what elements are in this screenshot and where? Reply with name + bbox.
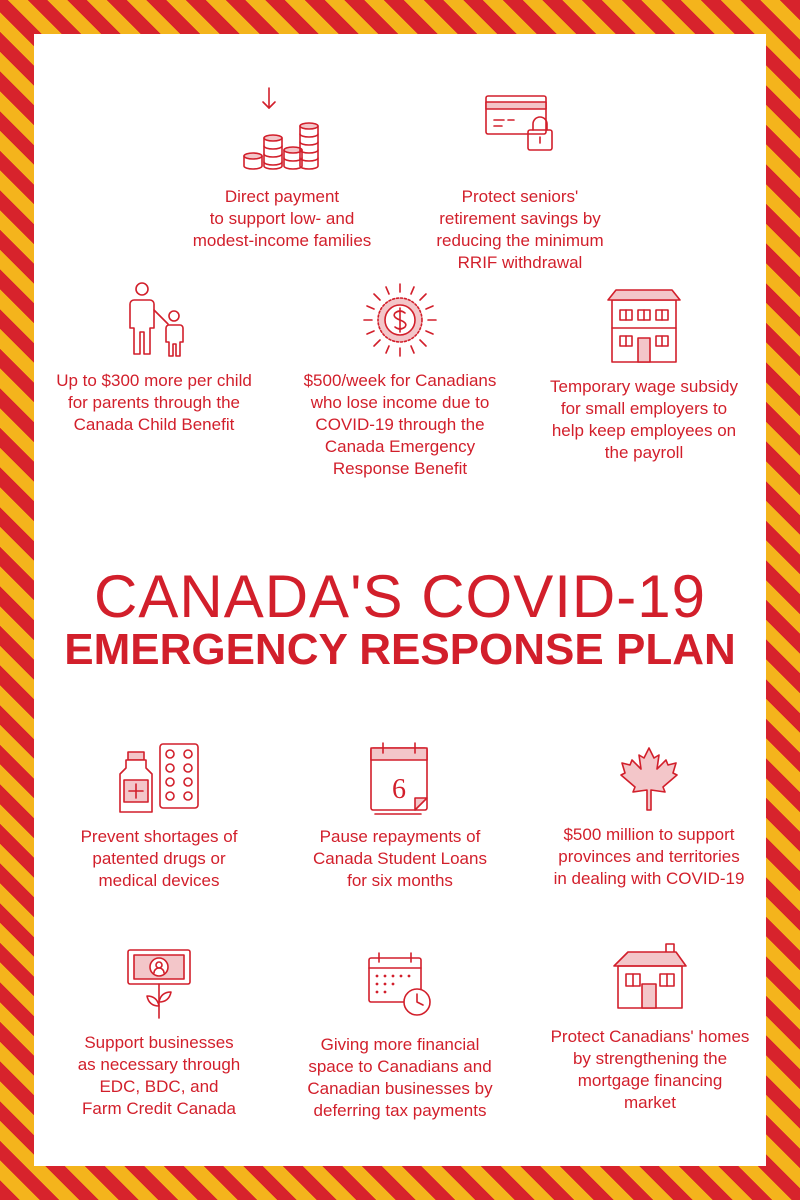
item-caption: Up to $300 more per child for parents through the Canada Child Benefit <box>56 371 252 434</box>
page-title-line2: EMERGENCY RESPONSE PLAN <box>64 625 736 674</box>
calendar-number: 6 <box>392 774 406 805</box>
item-caption: Prevent shortages of patented drugs or medical devices <box>80 827 238 890</box>
item-child-benefit <box>44 280 264 436</box>
item-caption: Protect seniors' retirement savings by reducing the minimum RRIF withdrawal <box>436 187 604 272</box>
item-rrif-withdrawal <box>410 92 630 274</box>
medicine-icon <box>114 740 204 816</box>
item-caption: Support businesses as necessary through EDC, BDC, and Farm Credit Canada <box>77 1033 241 1118</box>
item-caption: Protect Canadians' homes by strengthening the mortgage financing market <box>550 1027 750 1112</box>
item-drug-shortages <box>44 740 274 892</box>
item-tax-deferral <box>290 948 510 1122</box>
maple-leaf-icon <box>614 744 684 814</box>
item-provinces-support <box>534 744 764 890</box>
item-caption: Giving more financial space to Canadians and Canadian businesses by deferring tax payments <box>307 1035 493 1120</box>
item-direct-payment <box>172 86 392 252</box>
card-lock-icon <box>482 92 558 176</box>
calendar-icon <box>365 740 435 816</box>
page-title-line1: CANADA'S COVID-19 <box>94 563 706 630</box>
item-caption: Pause repayments of Canada Student Loans for six months <box>313 827 487 890</box>
item-wage-subsidy <box>534 286 754 464</box>
house-icon <box>612 940 688 1016</box>
building-icon <box>606 286 682 366</box>
item-caption: $500 million to support provinces and territories in dealing with COVID-19 <box>553 825 745 888</box>
content-panel <box>34 34 766 1166</box>
item-cerb <box>290 280 510 480</box>
parent-child-icon <box>114 280 194 360</box>
item-caption: Temporary wage subsidy for small employers to help keep employees on the payroll <box>549 377 739 462</box>
calendar-clock-icon <box>365 948 435 1024</box>
item-student-loans <box>290 740 510 892</box>
item-business-support <box>44 946 274 1120</box>
coins-icon <box>239 86 325 176</box>
dollar-coin-icon <box>360 280 440 360</box>
item-caption: $500/week for Canadians who lose income due to COVID-19 through the Canada Emergency Response Benefit <box>303 371 497 478</box>
item-mortgage-support <box>534 940 766 1114</box>
money-plant-icon <box>124 946 194 1022</box>
item-caption: Direct payment to support low- and modest-income families <box>192 187 372 250</box>
